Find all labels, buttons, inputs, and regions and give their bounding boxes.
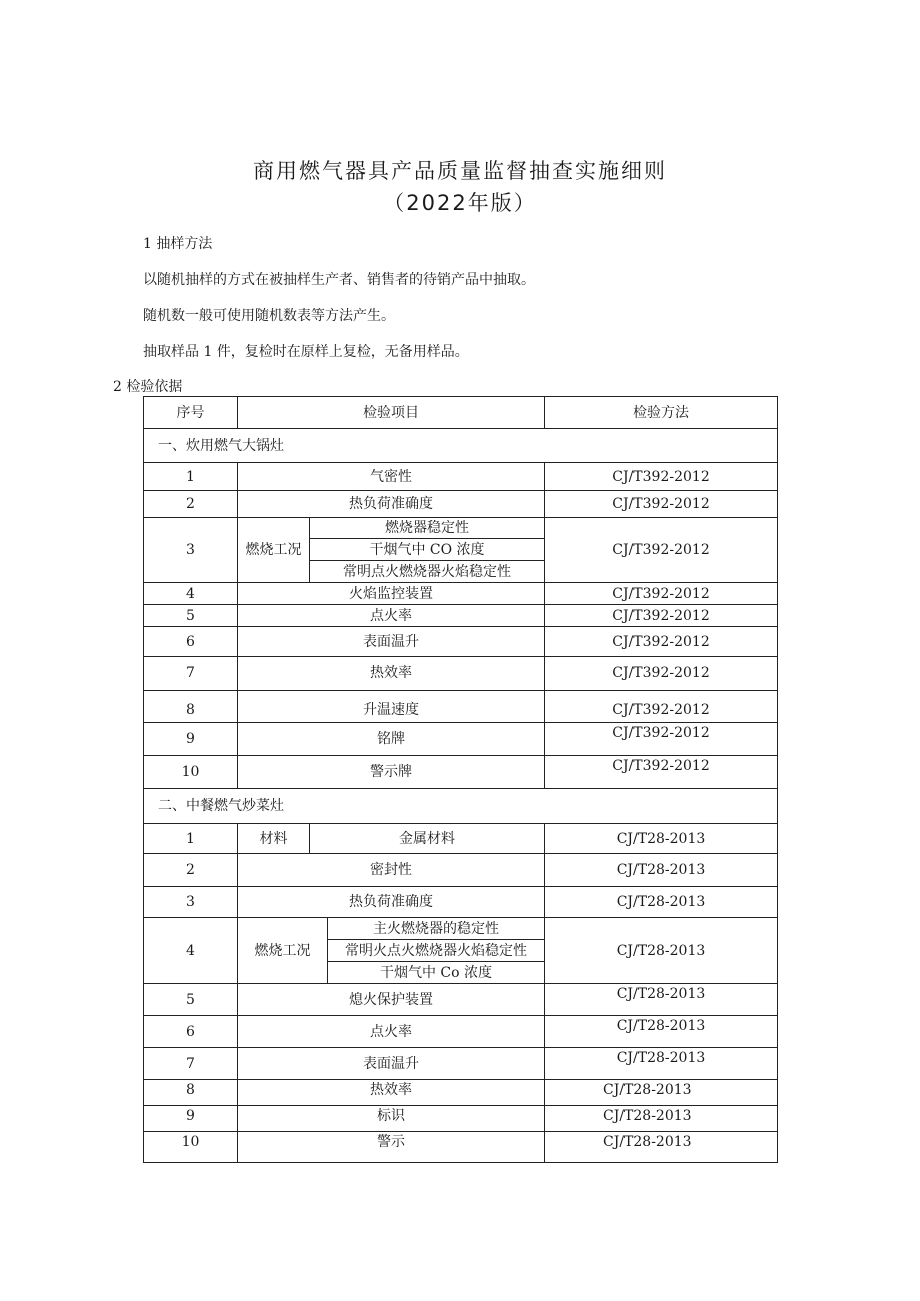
row-no: 7 (144, 657, 238, 691)
table-row (144, 1132, 778, 1163)
row-method: CJ/T28-2013 (545, 854, 778, 887)
row-no: 6 (144, 1016, 238, 1048)
row-method: CJ/T392-2012 (545, 691, 778, 723)
table-header-row (144, 397, 778, 429)
section-1-heading: 1 抽样方法 (143, 236, 213, 252)
table-row (144, 463, 778, 491)
document-subtitle: （2022年版） (383, 191, 537, 215)
row-no: 10 (144, 1132, 238, 1163)
paragraph: 随机数一般可使用随机数表等方法产生。 (143, 308, 395, 324)
group-row (144, 429, 778, 463)
table-row (144, 518, 778, 539)
row-method: CJ/T28-2013 (545, 1106, 778, 1132)
table-row (144, 691, 778, 723)
row-no: 5 (144, 984, 238, 1016)
row-item: 表面温升 (238, 627, 545, 657)
row-item: 点火率 (238, 1016, 545, 1048)
row-item: 警示牌 (238, 756, 545, 789)
row-method: CJ/T392-2012 (545, 518, 778, 583)
row-method: CJ/T392-2012 (545, 627, 778, 657)
row-method: CJ/T28-2013 (545, 824, 778, 854)
row-no: 4 (144, 583, 238, 605)
inspection-basis-table (143, 396, 778, 1163)
table-row (144, 854, 778, 887)
row-no: 2 (144, 854, 238, 887)
document-title: 商用燃气器具产品质量监督抽查实施细则 (253, 159, 667, 183)
row-no: 6 (144, 627, 238, 657)
row-no: 2 (144, 491, 238, 518)
row-item: 热负荷准确度 (238, 887, 545, 918)
table-row (144, 723, 778, 756)
row-item: 表面温升 (238, 1048, 545, 1080)
row-subitem: 干烟气中 CO 浓度 (310, 539, 545, 561)
table-row (144, 1048, 778, 1080)
group-title: 二、中餐燃气炒菜灶 (144, 789, 778, 824)
row-method: CJ/T28-2013 (545, 1080, 778, 1106)
table-row (144, 491, 778, 518)
group-row (144, 789, 778, 824)
row-method: CJ/T28-2013 (545, 1048, 778, 1080)
paragraph: 以随机抽样的方式在被抽样生产者、销售者的待销产品中抽取。 (143, 272, 535, 288)
row-subitem: 主火燃烧器的稳定性 (328, 918, 545, 940)
row-no: 3 (144, 518, 238, 583)
row-item: 热效率 (238, 1080, 545, 1106)
row-no: 5 (144, 605, 238, 627)
row-item: 热负荷准确度 (238, 491, 545, 518)
row-method: CJ/T392-2012 (545, 463, 778, 491)
row-no: 4 (144, 918, 238, 984)
row-item: 气密性 (238, 463, 545, 491)
row-no: 8 (144, 691, 238, 723)
row-subitem: 燃烧器稳定性 (310, 518, 545, 539)
row-no: 9 (144, 723, 238, 756)
header-no: 序号 (144, 397, 238, 429)
row-subitem: 常明点火燃烧器火焰稳定性 (310, 561, 545, 583)
row-subitem: 金属材料 (310, 824, 545, 854)
table-row (144, 657, 778, 691)
section-2-heading: 2 检验依据 (113, 379, 183, 395)
row-no: 8 (144, 1080, 238, 1106)
row-method: CJ/T28-2013 (545, 918, 778, 984)
row-method: CJ/T28-2013 (545, 1132, 778, 1163)
row-subitem: 干烟气中 Co 浓度 (328, 962, 545, 984)
table-row (144, 627, 778, 657)
row-no: 1 (144, 824, 238, 854)
table-row (144, 984, 778, 1016)
row-no: 10 (144, 756, 238, 789)
row-item: 燃烧工况 (238, 918, 328, 984)
table-row (144, 1016, 778, 1048)
row-no: 7 (144, 1048, 238, 1080)
row-method: CJ/T392-2012 (545, 583, 778, 605)
row-item: 火焰监控装置 (238, 583, 545, 605)
table-row (144, 605, 778, 627)
row-item: 热效率 (238, 657, 545, 691)
row-method: CJ/T392-2012 (545, 605, 778, 627)
row-item: 材料 (238, 824, 310, 854)
table-row (144, 887, 778, 918)
table-row (144, 756, 778, 789)
row-item: 密封性 (238, 854, 545, 887)
row-method: CJ/T392-2012 (545, 756, 778, 789)
row-item: 警示 (238, 1132, 545, 1163)
row-no: 1 (144, 463, 238, 491)
group-title: 一、炊用燃气大锅灶 (144, 429, 778, 463)
table-row (144, 918, 778, 940)
row-item: 标识 (238, 1106, 545, 1132)
row-method: CJ/T392-2012 (545, 723, 778, 756)
row-subitem: 常明火点火燃烧器火焰稳定性 (328, 940, 545, 962)
header-method: 检验方法 (545, 397, 778, 429)
table-row (144, 583, 778, 605)
row-method: CJ/T392-2012 (545, 657, 778, 691)
row-method: CJ/T28-2013 (545, 984, 778, 1016)
header-item: 检验项目 (238, 397, 545, 429)
row-item: 点火率 (238, 605, 545, 627)
row-item: 升温速度 (238, 691, 545, 723)
table-row (144, 1106, 778, 1132)
row-item: 熄火保护装置 (238, 984, 545, 1016)
table-row (144, 824, 778, 854)
paragraph: 抽取样品 1 件，复检时在原样上复检，无备用样品。 (143, 344, 469, 360)
row-method: CJ/T28-2013 (545, 1016, 778, 1048)
row-item: 燃烧工况 (238, 518, 310, 583)
row-no: 3 (144, 887, 238, 918)
table-row (144, 1080, 778, 1106)
row-no: 9 (144, 1106, 238, 1132)
row-method: CJ/T28-2013 (545, 887, 778, 918)
row-method: CJ/T392-2012 (545, 491, 778, 518)
row-item: 铭牌 (238, 723, 545, 756)
